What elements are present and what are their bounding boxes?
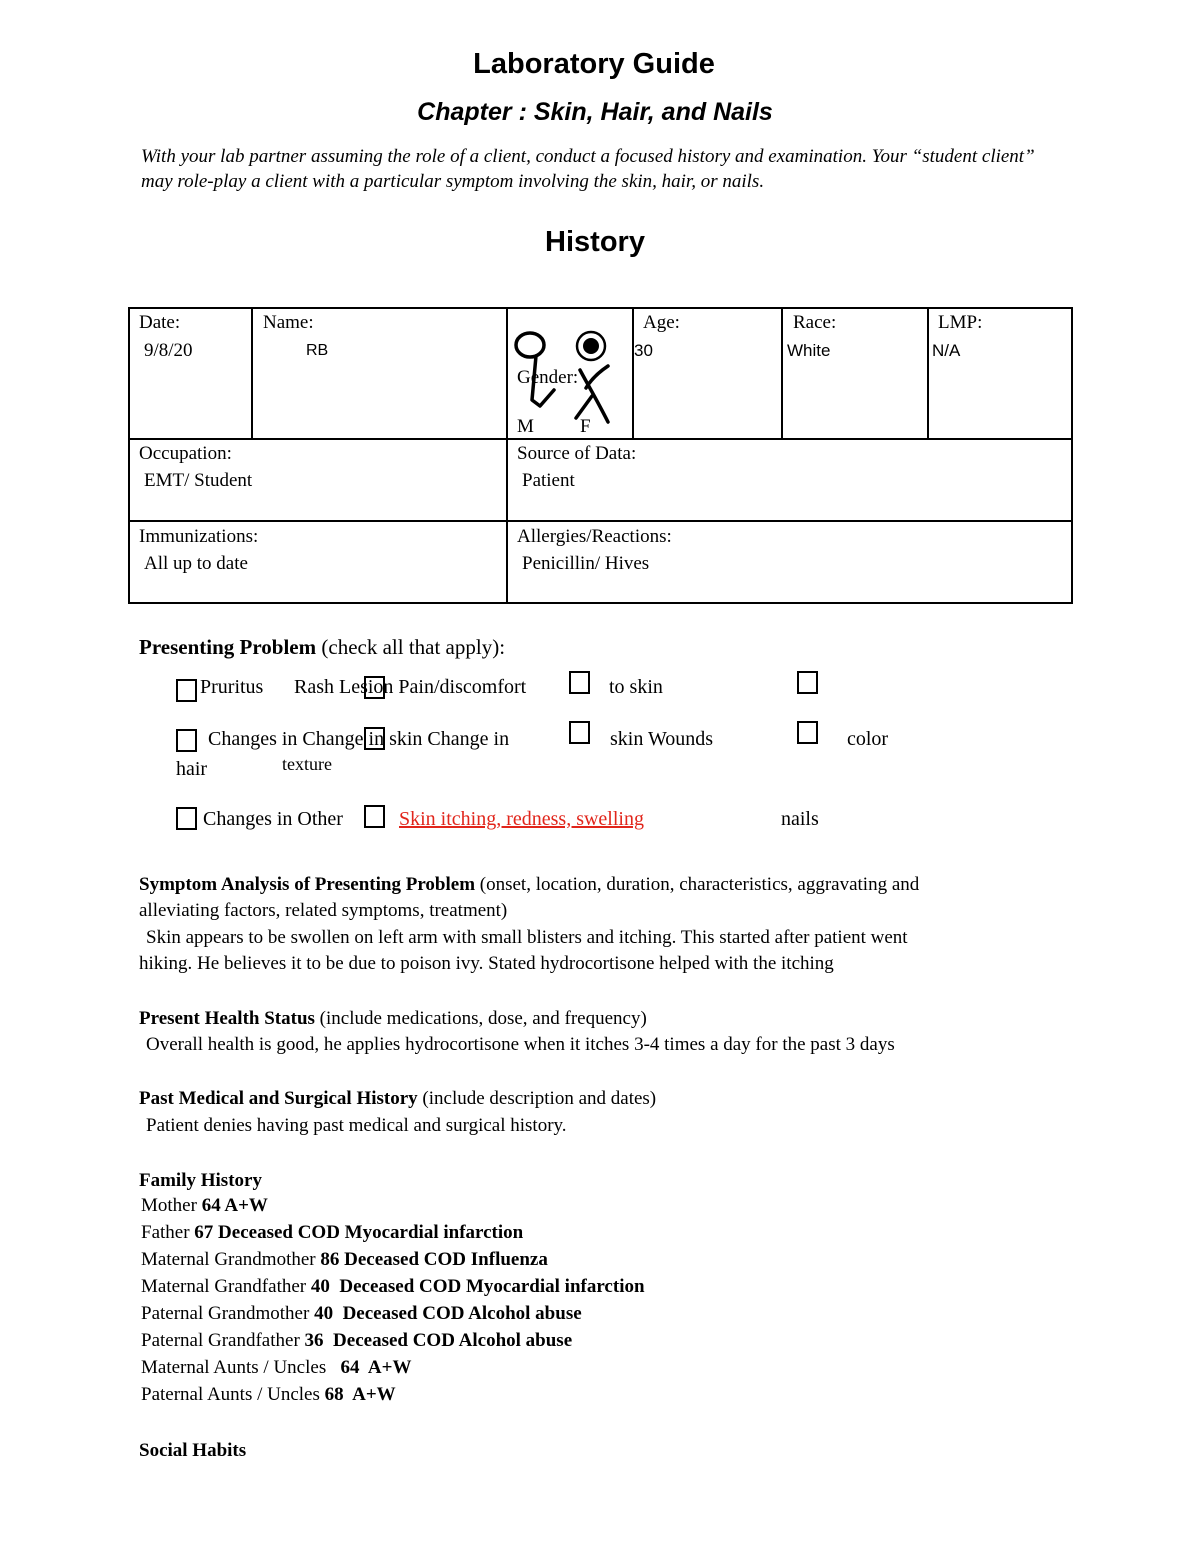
lmp-label: LMP: (938, 312, 983, 333)
to-skin-checkbox[interactable] (797, 671, 818, 694)
occupation-label: Occupation: (139, 443, 232, 464)
health-status-note: (include medications, dose, and frequency) (319, 1008, 647, 1029)
family-member: Maternal Grandmother (141, 1249, 316, 1270)
rash-lesion-pain-label: Rash Lesion Pain/discomfort (294, 676, 527, 698)
symptom-analysis-title: Symptom Analysis of Presenting Problem (139, 874, 476, 895)
family-detail[interactable]: 86 Deceased COD Influenza (320, 1249, 548, 1270)
name-label: Name: (263, 312, 314, 333)
table-divider (781, 309, 783, 439)
wounds-checkbox[interactable] (797, 721, 818, 744)
changes-other-label: Changes in Other (203, 808, 343, 830)
symptom-analysis-note: (onset, location, duration, characteristics, aggravating and (479, 874, 920, 895)
symptom-analysis-line1 (139, 872, 919, 898)
hair-label: hair (176, 758, 208, 780)
date-value[interactable]: 9/8/20 (144, 340, 193, 361)
family-row (141, 1222, 523, 1244)
family-member: Maternal Aunts / Uncles (141, 1357, 327, 1378)
skin-wounds-label: skin Wounds (610, 728, 714, 750)
immunizations-value[interactable]: All up to date (144, 553, 248, 574)
instructions-text: With your lab partner assuming the role of a client, conduct a focused history and examination. Your “student client” may role-play a client with a particular symptom involving the skin, hair, or nails. (141, 146, 1035, 192)
occupation-value[interactable]: EMT/ Student (144, 470, 253, 491)
table-divider (130, 438, 1071, 440)
table-divider (506, 309, 508, 602)
male-circle-icon (516, 333, 544, 357)
past-history-answer[interactable]: Patient denies having past medical and surgical history. (146, 1115, 567, 1136)
family-row (141, 1249, 548, 1271)
past-history-title: Past Medical and Surgical History (139, 1088, 418, 1109)
chapter-subtitle: Chapter : Skin, Hair, and Nails (417, 98, 773, 126)
to-skin-label: to skin (609, 676, 663, 698)
family-member: Paternal Grandmother (141, 1303, 310, 1324)
race-label: Race: (793, 312, 837, 333)
table-divider (632, 309, 634, 439)
presenting-problem-title: Presenting Problem (139, 635, 317, 659)
other-value-text[interactable]: Skin itching, redness, swelling (399, 808, 644, 830)
lmp-value[interactable]: N/A (932, 341, 961, 360)
name-value[interactable]: RB (306, 342, 329, 359)
skin-color-checkbox[interactable] (569, 721, 590, 744)
family-row (141, 1384, 396, 1406)
date-label: Date: (139, 312, 181, 333)
source-label: Source of Data: (517, 443, 637, 464)
rash-lesion-checkbox[interactable] (364, 676, 385, 699)
symptom-analysis-answer-2[interactable]: hiking. He believes it to be due to poison ivy. Stated hydrocortisone helped with the itching (139, 953, 834, 974)
past-history-note: (include description and dates) (422, 1088, 657, 1109)
immunizations-label: Immunizations: (139, 526, 259, 547)
family-detail[interactable]: 40 Deceased COD Myocardial infarction (310, 1276, 645, 1297)
family-detail[interactable]: 40 Deceased COD Alcohol abuse (314, 1303, 582, 1324)
family-member: Mother (141, 1195, 197, 1216)
history-heading: History (545, 226, 645, 258)
past-history-heading (139, 1086, 656, 1112)
age-value[interactable]: 30 (634, 341, 653, 360)
other-checkbox[interactable] (364, 805, 385, 828)
allergies-label: Allergies/Reactions: (517, 526, 672, 547)
family-member: Father (141, 1222, 190, 1243)
gender-label: Gender: (517, 367, 579, 388)
table-divider (927, 309, 929, 439)
health-status-title: Present Health Status (139, 1008, 315, 1029)
family-detail[interactable]: 64 A+W (330, 1357, 412, 1378)
family-detail[interactable]: 67 Deceased COD Myocardial infarction (194, 1222, 524, 1243)
changes-in-nails-checkbox[interactable] (176, 807, 197, 830)
family-member: Paternal Aunts / Uncles (141, 1384, 320, 1405)
gender-male-label: M (517, 416, 534, 437)
texture-label: texture (282, 754, 332, 774)
presenting-problem-heading (139, 635, 505, 660)
health-status-heading (139, 1006, 647, 1032)
family-row (141, 1276, 645, 1298)
pain-discomfort-checkbox[interactable] (569, 671, 590, 694)
color-label: color (847, 728, 889, 750)
page-title: Laboratory Guide (473, 48, 715, 80)
pruritus-label: Pruritus (200, 676, 264, 698)
pruritus-checkbox[interactable] (176, 679, 197, 702)
gender-female-label: F (580, 416, 591, 437)
nails-label: nails (781, 808, 819, 830)
family-row (141, 1195, 268, 1217)
source-value[interactable]: Patient (522, 470, 575, 491)
presenting-problem-note: (check all that apply): (321, 635, 506, 659)
female-radio-selected-icon (583, 338, 599, 354)
family-detail[interactable]: 36 Deceased COD Alcohol abuse (304, 1330, 573, 1351)
family-detail[interactable]: 64 A+W (201, 1195, 268, 1216)
skin-texture-checkbox[interactable] (364, 727, 385, 750)
family-row (141, 1303, 582, 1325)
changes-row-label: Changes in Change in skin Change in (208, 728, 510, 750)
social-habits-heading: Social Habits (139, 1440, 247, 1461)
symptom-analysis-answer-1[interactable]: Skin appears to be swollen on left arm with small blisters and itching. This started after patient went (146, 927, 908, 948)
table-divider (251, 309, 253, 439)
family-detail[interactable]: 68 A+W (324, 1384, 396, 1405)
family-history-heading: Family History (139, 1170, 262, 1191)
table-divider (130, 520, 1071, 522)
age-label: Age: (643, 312, 680, 333)
family-member: Paternal Grandfather (141, 1330, 300, 1351)
symptom-analysis-note-2: alleviating factors, related symptoms, treatment) (139, 900, 508, 921)
race-value[interactable]: White (787, 341, 831, 360)
x-mark-icon (576, 366, 608, 422)
family-row (141, 1357, 411, 1379)
family-row (141, 1330, 572, 1352)
family-member: Maternal Grandfather (141, 1276, 307, 1297)
health-status-answer[interactable]: Overall health is good, he applies hydrocortisone when it itches 3-4 times a day for the past 3 days (146, 1034, 895, 1055)
changes-in-hair-checkbox[interactable] (176, 729, 197, 752)
allergies-value[interactable]: Penicillin/ Hives (522, 553, 650, 574)
